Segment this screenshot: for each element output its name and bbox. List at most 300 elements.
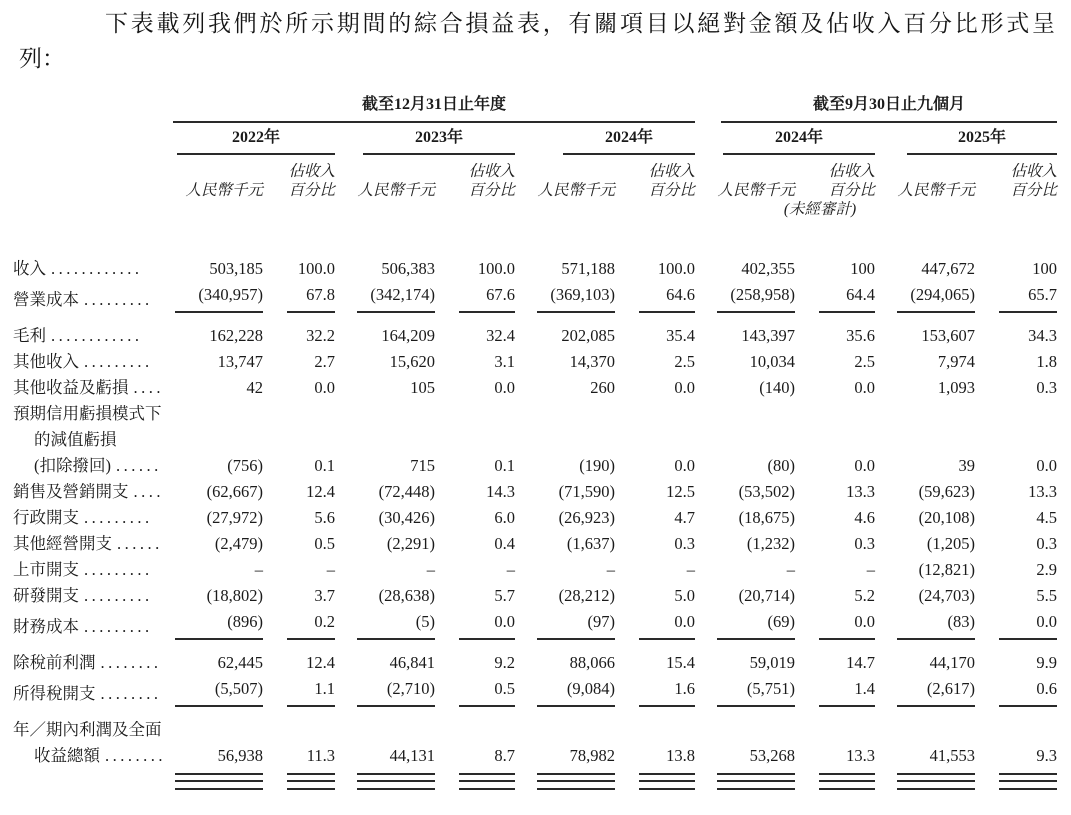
bottom-rule	[717, 788, 795, 793]
cell-value: (258,958)	[717, 282, 795, 313]
table-row	[13, 313, 1057, 349]
period-group-annual-title: 截至12月31日止年度	[173, 96, 695, 123]
percent-cell	[263, 505, 335, 531]
bottom-rule	[287, 788, 335, 793]
percent-cell	[975, 220, 1057, 282]
cell-value: 0.3	[854, 534, 876, 553]
cell-value: 64.6	[639, 282, 695, 313]
dot-leader: ......	[116, 456, 162, 475]
amount-cell	[515, 676, 615, 707]
double-rule-row	[13, 769, 1057, 782]
cell-value: 1.1	[287, 676, 335, 707]
amount-cell	[173, 609, 263, 640]
cell-value: 1.4	[819, 676, 875, 707]
cell-value: 39	[958, 456, 976, 475]
dot-leader: .........	[84, 586, 153, 605]
percent-cell	[435, 640, 515, 676]
amount-cell	[695, 313, 795, 349]
double-rule	[819, 773, 875, 782]
dot-leader: .........	[84, 290, 153, 309]
amount-cell	[875, 676, 975, 707]
cell-value: 2.5	[854, 352, 876, 371]
cell-value: (294,065)	[897, 282, 975, 313]
percent-cell	[615, 676, 695, 707]
bottom-rule	[175, 788, 263, 793]
percent-cell	[615, 375, 695, 401]
percent-cell	[435, 220, 515, 282]
amount-cell	[515, 375, 615, 401]
cell-value: (5,751)	[717, 676, 795, 707]
empty-cell	[13, 155, 173, 200]
cell-value: 41,553	[929, 746, 976, 765]
cell-value: 64.4	[819, 282, 875, 313]
cell-value: 100.0	[657, 259, 696, 278]
cell-value: 6.0	[494, 508, 515, 527]
dot-leader: ........	[100, 653, 162, 672]
percent-cell	[263, 640, 335, 676]
cell-value: 53,268	[749, 746, 796, 765]
period-group-row	[13, 96, 1057, 123]
cell-value: –	[866, 560, 876, 579]
cell-value: 44,131	[389, 746, 435, 765]
table-row	[13, 401, 1057, 479]
double-rule	[999, 773, 1057, 782]
cell-value: 0.0	[639, 609, 695, 640]
dot-leader: ............	[51, 259, 143, 278]
cell-value: (28,212)	[558, 586, 615, 605]
table-header	[13, 96, 1057, 220]
bottom-rule	[639, 788, 695, 793]
cell-value: 0.0	[1036, 456, 1058, 475]
percent-cell	[615, 583, 695, 609]
subheader-amount: 人民幣千元	[185, 182, 263, 199]
empty-cell	[13, 200, 695, 220]
amount-cell	[173, 220, 263, 282]
cell-value: 0.3	[1036, 534, 1058, 553]
cell-value: 0.0	[674, 456, 696, 475]
amount-cell	[875, 707, 975, 769]
cell-value: 0.0	[459, 609, 515, 640]
cell-value: 59,019	[749, 653, 796, 672]
cell-value: 0.2	[287, 609, 335, 640]
bottom-rule	[357, 788, 435, 793]
cell-value: 571,188	[561, 259, 615, 278]
row-label-text: 收入	[13, 259, 46, 278]
row-label	[13, 609, 173, 640]
cell-value: 12.4	[306, 482, 335, 501]
cell-value: 2.7	[314, 352, 335, 371]
percent-cell	[435, 531, 515, 557]
amount-cell	[875, 505, 975, 531]
period-group-ninemonth	[695, 96, 1057, 123]
cell-value: (27,972)	[206, 508, 263, 527]
percent-cell	[435, 349, 515, 375]
percent-cell	[975, 609, 1057, 640]
amount-cell	[515, 401, 615, 479]
percent-cell	[795, 401, 875, 479]
row-label-text: 行政開支	[13, 508, 79, 527]
row-label	[13, 707, 173, 769]
percent-cell	[615, 707, 695, 769]
row-label-text: 的減值虧損	[34, 430, 117, 449]
cell-value: (12,821)	[918, 560, 976, 579]
row-label	[13, 401, 173, 479]
bottom-rule	[819, 788, 875, 793]
percent-cell	[615, 282, 695, 313]
percent-cell	[795, 609, 875, 640]
cell-value: (9,084)	[537, 676, 615, 707]
cell-value: (18,802)	[206, 586, 263, 605]
cell-value: 5.2	[854, 586, 876, 605]
cell-value: 1,093	[937, 378, 976, 397]
cell-value: (59,623)	[918, 482, 976, 501]
cell-value: 5.7	[494, 586, 515, 605]
year-2022: 2022年	[173, 123, 335, 155]
percent-cell	[263, 479, 335, 505]
amount-cell	[335, 609, 435, 640]
percent-cell	[975, 676, 1057, 707]
amount-cell	[173, 282, 263, 313]
subheader-percent: 佔收入 百分比	[288, 163, 335, 199]
double-rule	[897, 773, 975, 782]
row-label	[13, 676, 173, 707]
amount-cell	[173, 479, 263, 505]
percent-cell	[263, 313, 335, 349]
unaudited-note-row	[13, 200, 1057, 220]
row-label	[13, 375, 173, 401]
cell-value: 3.1	[494, 352, 515, 371]
percent-cell	[263, 375, 335, 401]
row-label	[13, 557, 173, 583]
row-label	[13, 349, 173, 375]
cell-value: 13.3	[1028, 482, 1058, 501]
bottom-rule	[999, 788, 1057, 793]
percent-cell	[615, 313, 695, 349]
cell-value: 402,355	[741, 259, 796, 278]
percent-cell	[435, 479, 515, 505]
cell-value: –	[506, 560, 515, 579]
amount-cell	[515, 313, 615, 349]
percent-cell	[795, 557, 875, 583]
amount-cell	[515, 583, 615, 609]
cell-value: (369,103)	[537, 282, 615, 313]
cell-value: 13,747	[217, 352, 263, 371]
cell-value: 10,034	[749, 352, 796, 371]
dot-leader: ....	[133, 378, 164, 397]
percent-cell	[975, 401, 1057, 479]
table-row	[13, 479, 1057, 505]
cell-value: 9.3	[1036, 746, 1058, 765]
cell-value: 162,228	[209, 326, 263, 345]
percent-cell	[263, 220, 335, 282]
percent-cell	[435, 375, 515, 401]
cell-value: (2,291)	[386, 534, 435, 553]
dot-leader: ............	[51, 326, 143, 345]
year-2023: 2023年	[335, 123, 515, 155]
cell-value: 8.7	[494, 746, 515, 765]
cell-value: 503,185	[209, 259, 263, 278]
double-rule	[717, 773, 795, 782]
percent-cell	[263, 282, 335, 313]
cell-value: (1,637)	[566, 534, 615, 553]
amount-cell	[173, 782, 263, 793]
cell-value: (53,502)	[738, 482, 796, 501]
bottom-rule	[897, 788, 975, 793]
empty-cell	[13, 123, 173, 155]
cell-value: 0.1	[314, 456, 335, 475]
cell-value: 100	[1032, 259, 1058, 278]
table-row	[13, 375, 1057, 401]
amount-cell	[173, 349, 263, 375]
cell-value: (1,232)	[746, 534, 796, 553]
cell-value: 1.6	[639, 676, 695, 707]
table-row	[13, 349, 1057, 375]
row-label-text: 除稅前利潤	[13, 653, 96, 672]
cell-value: 0.6	[999, 676, 1057, 707]
amount-cell	[875, 401, 975, 479]
percent-cell	[435, 769, 515, 782]
amount-cell	[335, 769, 435, 782]
percent-cell	[975, 769, 1057, 782]
row-label-text: 毛利	[13, 326, 46, 345]
cell-value: (69)	[717, 609, 795, 640]
percent-cell	[263, 769, 335, 782]
cell-value: 88,066	[569, 653, 615, 672]
dot-leader: .........	[84, 617, 153, 636]
percent-cell	[615, 557, 695, 583]
percent-cell	[615, 769, 695, 782]
amount-cell	[695, 349, 795, 375]
percent-cell	[975, 583, 1057, 609]
cell-value: 34.3	[1028, 326, 1058, 345]
row-label-text: 上市開支	[13, 560, 79, 579]
row-label-text: 營業成本	[13, 290, 79, 309]
amount-cell	[335, 782, 435, 793]
cell-value: –	[786, 560, 796, 579]
cell-value: (2,710)	[357, 676, 435, 707]
amount-cell	[173, 769, 263, 782]
percent-cell	[975, 349, 1057, 375]
percent-cell	[615, 349, 695, 375]
amount-cell	[875, 782, 975, 793]
dot-leader: ......	[117, 534, 163, 553]
cell-value: 260	[590, 378, 615, 397]
amount-cell	[335, 313, 435, 349]
subheader-amount: 人民幣千元	[537, 182, 615, 199]
percent-cell	[615, 609, 695, 640]
row-label-text: 財務成本	[13, 617, 79, 636]
amount-cell	[335, 640, 435, 676]
cell-value: (71,590)	[558, 482, 615, 501]
percent-cell	[975, 313, 1057, 349]
subheader-row	[13, 155, 1057, 200]
cell-value: 5.6	[314, 508, 335, 527]
double-rule	[639, 773, 695, 782]
cell-value: 164,209	[381, 326, 435, 345]
percent-cell	[795, 676, 875, 707]
amount-cell	[335, 583, 435, 609]
percent-cell	[615, 640, 695, 676]
bottom-rule	[537, 788, 615, 793]
cell-value: 7,974	[937, 352, 976, 371]
double-rule	[537, 773, 615, 782]
table-row	[13, 640, 1057, 676]
bottom-rule-row	[13, 782, 1057, 793]
subheader-amount: 人民幣千元	[357, 182, 435, 199]
percent-cell	[435, 313, 515, 349]
row-label	[13, 583, 173, 609]
row-label-text: 所得稅開支	[13, 684, 96, 703]
cell-value: (24,703)	[918, 586, 976, 605]
amount-cell	[173, 707, 263, 769]
intro-paragraph	[19, 6, 1055, 76]
percent-cell	[263, 557, 335, 583]
percent-cell	[263, 583, 335, 609]
dot-leader: ....	[133, 482, 164, 501]
year-header-row	[13, 123, 1057, 155]
amount-cell	[695, 220, 795, 282]
row-label-text: 其他收入	[13, 352, 79, 371]
cell-value: –	[254, 560, 263, 579]
amount-cell	[875, 609, 975, 640]
percent-cell	[975, 557, 1057, 583]
cell-value: 0.0	[854, 456, 876, 475]
table-row	[13, 676, 1057, 707]
cell-value: (2,479)	[214, 534, 263, 553]
cell-value: 62,445	[217, 653, 263, 672]
amount-cell	[695, 401, 795, 479]
cell-value: (18,675)	[738, 508, 796, 527]
year-2025-ninemonth: 2025年	[875, 123, 1057, 155]
amount-cell	[695, 557, 795, 583]
cell-value: 15.4	[666, 653, 696, 672]
amount-cell	[515, 557, 615, 583]
percent-cell	[795, 531, 875, 557]
percent-cell	[795, 479, 875, 505]
cell-value: 0.0	[854, 378, 876, 397]
cell-value: 153,607	[921, 326, 976, 345]
row-label-text: 銷售及營銷開支	[13, 482, 129, 501]
amount-cell	[695, 531, 795, 557]
amount-cell	[173, 557, 263, 583]
amount-cell	[173, 375, 263, 401]
amount-cell	[695, 282, 795, 313]
percent-cell	[795, 505, 875, 531]
amount-cell	[335, 282, 435, 313]
amount-cell	[173, 531, 263, 557]
cell-value: 447,672	[921, 259, 976, 278]
row-label	[13, 313, 173, 349]
amount-cell	[695, 479, 795, 505]
percent-cell	[263, 349, 335, 375]
amount-cell	[515, 782, 615, 793]
cell-value: 44,170	[929, 653, 976, 672]
cell-value: 3.7	[314, 586, 335, 605]
cell-value: (342,174)	[357, 282, 435, 313]
table-row	[13, 505, 1057, 531]
percent-cell	[795, 282, 875, 313]
dot-leader: .........	[84, 560, 153, 579]
percent-cell	[975, 505, 1057, 531]
cell-value: 0.1	[494, 456, 515, 475]
amount-cell	[875, 769, 975, 782]
cell-value: –	[686, 560, 696, 579]
percent-cell	[975, 531, 1057, 557]
amount-cell	[875, 479, 975, 505]
amount-cell	[515, 640, 615, 676]
cell-value: 0.0	[314, 378, 335, 397]
amount-cell	[515, 479, 615, 505]
cell-value: 105	[410, 378, 435, 397]
percent-cell	[795, 640, 875, 676]
double-rule	[287, 773, 335, 782]
cell-value: 12.4	[306, 653, 335, 672]
cell-value: 0.4	[494, 534, 515, 553]
subheader-amount: 人民幣千元	[897, 182, 976, 199]
amount-cell	[695, 583, 795, 609]
cell-value: (2,617)	[897, 676, 975, 707]
year-2024-ninemonth: 2024年	[695, 123, 875, 155]
cell-value: 0.0	[494, 378, 515, 397]
amount-cell	[695, 707, 795, 769]
row-label-text: 年／期內利潤及全面	[13, 720, 162, 739]
row-label	[13, 479, 173, 505]
table-row	[13, 609, 1057, 640]
amount-cell	[875, 640, 975, 676]
percent-cell	[263, 531, 335, 557]
percent-cell	[795, 220, 875, 282]
percent-cell	[615, 479, 695, 505]
amount-cell	[515, 707, 615, 769]
cell-value: (340,957)	[175, 282, 263, 313]
cell-value: 42	[246, 378, 263, 397]
cell-value: 100	[850, 259, 876, 278]
cell-value: 46,841	[389, 653, 435, 672]
cell-value: 14,370	[569, 352, 615, 371]
cell-value: 67.6	[459, 282, 515, 313]
percent-cell	[615, 505, 695, 531]
cell-value: 56,938	[217, 746, 263, 765]
cell-value: 0.0	[674, 378, 696, 397]
cell-value: –	[426, 560, 435, 579]
cell-value: 0.3	[674, 534, 696, 553]
subheader-percent: 佔收入 百分比	[468, 163, 515, 199]
table-row	[13, 220, 1057, 282]
percent-cell	[263, 707, 335, 769]
percent-cell	[975, 707, 1057, 769]
table-row	[13, 531, 1057, 557]
percent-cell	[795, 349, 875, 375]
amount-cell	[875, 282, 975, 313]
cell-value: 143,397	[741, 326, 796, 345]
amount-cell	[173, 640, 263, 676]
cell-value: 5.5	[1036, 586, 1058, 605]
cell-value: (72,448)	[378, 482, 435, 501]
amount-cell	[695, 375, 795, 401]
double-rule	[175, 773, 263, 782]
cell-value: (80)	[767, 456, 796, 475]
percent-cell	[435, 401, 515, 479]
cell-value: (140)	[759, 378, 796, 397]
cell-value: 0.3	[1036, 378, 1058, 397]
percent-cell	[795, 583, 875, 609]
amount-cell	[335, 505, 435, 531]
empty-cell	[13, 96, 173, 123]
percent-cell	[435, 609, 515, 640]
amount-cell	[875, 583, 975, 609]
cell-value: 35.4	[666, 326, 696, 345]
cell-value: 35.6	[846, 326, 876, 345]
